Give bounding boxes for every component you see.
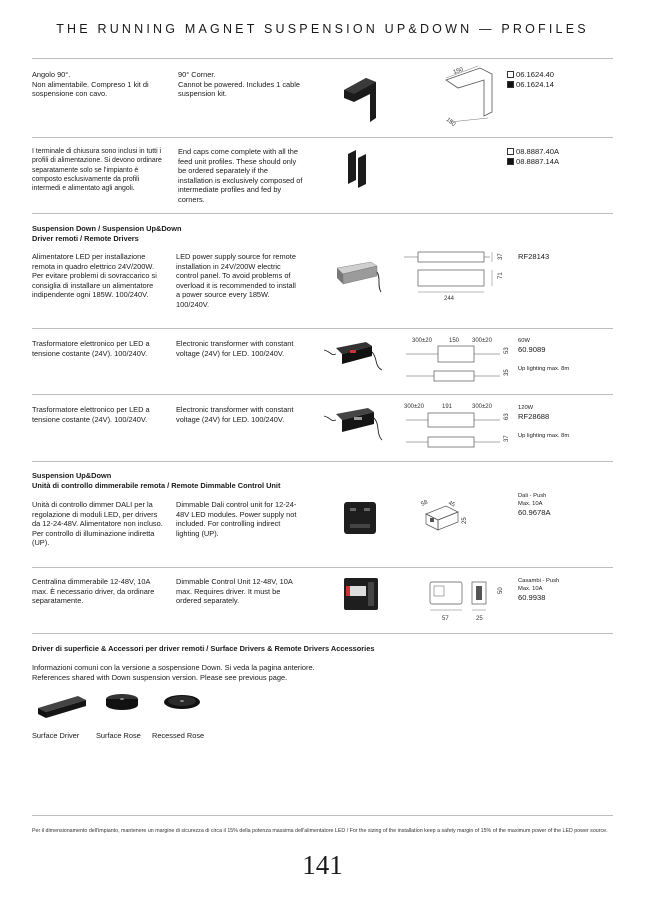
black-swatch — [507, 81, 514, 88]
product-code: 60.9678A — [518, 508, 551, 517]
code-text: 08.8887.14A — [516, 157, 560, 166]
black-swatch — [507, 158, 514, 165]
divider — [32, 461, 613, 462]
dim-width: 71 — [498, 272, 504, 279]
casambi-unit-spec — [518, 577, 559, 603]
dim-length: 191 — [442, 404, 453, 410]
dim-height: 53 — [504, 347, 510, 354]
dim-height: 50 — [498, 587, 504, 594]
section-title — [32, 224, 181, 243]
dim-depth: 45 — [447, 500, 456, 509]
dim-cable-in: 300±20 — [412, 338, 432, 344]
shared-info-it: Informazioni comuni con la versione a sospensione Down. Si veda la pagina anteriore. — [32, 663, 315, 672]
dim-length: 244 — [444, 296, 455, 302]
driver-rf28688-spec — [518, 404, 569, 440]
accessory-label: Surface Rose — [96, 731, 141, 740]
footnote: Per il dimensionamento dell'impianto, mantenere un margine di sicurezza di circa il 15% della potenza massima dell'alimentatore LED / For the sizing of the installation keep a safety margin of 15% of the maximum power of the LED power source. — [32, 828, 608, 834]
dali-unit-dimension-drawing — [418, 496, 470, 538]
power-label: 120W — [518, 405, 534, 411]
section-title-line: Driver remoti / Remote Drivers — [32, 233, 139, 243]
recessed-rose-image — [162, 690, 202, 714]
shared-info — [32, 663, 592, 682]
driver-609089-dimension-drawing — [402, 334, 512, 388]
driver-rf28688-product-image — [322, 402, 384, 442]
section-title-line: Unità di controllo dimmerabile remota / Remote Dimmable Control Unit — [32, 480, 281, 490]
dim-width: 57 — [442, 616, 449, 622]
dim-cable-out: 300±20 — [472, 338, 492, 344]
dim-depth: 37 — [504, 435, 510, 442]
dali-unit-product-image — [340, 498, 380, 538]
driver-609089-description-en: Electronic transformer with constant voltage (24V) for LED. 100/240V. — [176, 339, 294, 358]
up-lighting-note: Up lighting max. 8m — [518, 433, 570, 439]
endcap-description-it: I terminale di chiusura sono inclusi in tutti i profili di alimentazione. Si devono ordinare separatamente solo se l'impianto è composto esclusivamente da profili intermedi e alimentato agli angoli. — [32, 148, 162, 193]
dim-length: 150 — [449, 338, 460, 344]
driver-rf28143-product-image — [333, 258, 383, 294]
product-code: 60.9938 — [518, 593, 546, 602]
white-swatch — [507, 148, 514, 155]
product-code: RF28688 — [518, 412, 550, 421]
corner-description-en: 90° Corner. Cannot be powered. Includes 1 cable suspension kit. — [178, 70, 301, 99]
accessory-label: Surface Driver — [32, 731, 80, 740]
section-title-line: Suspension Up&Down — [32, 471, 112, 480]
dim-depth: 25 — [476, 616, 483, 622]
section-title-line: Suspension Down / Suspension Up&Down — [32, 224, 182, 233]
corner-dim-top: 150 — [452, 66, 465, 76]
code-black — [507, 157, 559, 167]
corner-product-image — [340, 72, 380, 128]
code-text: 06.1624.14 — [516, 80, 555, 89]
dim-height: 63 — [504, 413, 510, 420]
code-black — [507, 80, 554, 90]
driver-rf28143-dimension-drawing — [400, 250, 508, 304]
driver-609089-product-image — [322, 336, 384, 374]
dali-unit-description-en: Dimmable Dali control unit for 12-24-48V LED modules. Power supply not included. For controlling indirect lighting (UP). — [176, 500, 297, 538]
divider — [32, 394, 613, 395]
dim-depth: 35 — [504, 369, 510, 376]
page-number: 141 — [302, 850, 343, 880]
corner-description-it: Angolo 90°. Non alimentabile. Compreso 1 kit di sospensione con cavo. — [32, 70, 149, 99]
casambi-unit-description-en: Dimmable Control Unit 12-48V, 10A max. Requires driver. It must be ordered separately. — [176, 577, 293, 606]
dim-cable-out: 300±20 — [472, 404, 492, 410]
driver-rf28688-description-it: Trasformatore elettronico per LED a tensione costante (24V). 100/240V. — [32, 405, 150, 424]
casambi-unit-description-it: Centralina dimmerabile 12-48V, 10A max. È necessario driver, da ordinare separatamente. — [32, 577, 155, 606]
product-code: 60.9089 — [518, 345, 546, 354]
divider — [32, 633, 613, 634]
driver-rf28688-description-en: Electronic transformer with constant voltage (24V) for LED. 100/240V. — [176, 405, 294, 424]
protocol-label: Dali - Push — [518, 493, 547, 499]
divider — [32, 213, 613, 214]
driver-609089-spec — [518, 337, 569, 373]
endcap-product-image — [344, 148, 372, 190]
section-title — [32, 471, 280, 490]
max-current: Max. 10A — [518, 501, 543, 507]
corner-dim-bottom: 150 — [444, 116, 457, 128]
divider — [32, 137, 613, 138]
dali-unit-description-it: Unità di controllo dimmer DALI per la regolazione di moduli LED, per drivers da 12-24-48V. Alimentatore non incluso. Per controllo di illuminazione indiretta (UP). — [32, 500, 163, 548]
surface-rose-image — [102, 690, 142, 714]
driver-rf28143-description-en: LED power supply source for remote installation in 24V/200W electric control panel. To avoid problems of overload it is recommended to install a power source every 185W. 100/240V. — [176, 252, 296, 309]
code-text: 08.8887.40A — [516, 147, 560, 156]
dali-unit-spec — [518, 492, 551, 518]
code-white — [507, 70, 554, 80]
corner-codes — [507, 70, 554, 90]
endcap-codes — [507, 147, 559, 167]
up-lighting-note: Up lighting max. 8m — [518, 366, 570, 372]
protocol-label: Casambi - Push — [518, 578, 560, 584]
driver-rf28143-description-it: Alimentatore LED per installazione remota in quadro elettrico 24V/200W. Per evitare problemi di sovraccarico si consiglia di installare un alimentatore indipendente ogni 185W. 100/240V. — [32, 252, 157, 300]
dim-cable-in: 300±20 — [404, 404, 424, 410]
dim-height: 25 — [462, 517, 468, 524]
dim-height: 37 — [498, 253, 504, 260]
section-title: Driver di superficie & Accessori per driver remoti / Surface Drivers & Remote Drivers Accessories — [32, 644, 375, 653]
code-text: 06.1624.40 — [516, 70, 555, 79]
corner-dimension-drawing — [440, 62, 502, 128]
divider — [32, 815, 613, 816]
driver-rf28688-dimension-drawing — [402, 400, 512, 454]
page-title: THE RUNNING MAGNET SUSPENSION UP&DOWN — PROFILES — [56, 22, 589, 36]
dim-width: 58 — [420, 499, 429, 508]
driver-609089-description-it: Trasformatore elettronico per LED a tensione costante (24V). 100/240V. — [32, 339, 150, 358]
code-white — [507, 147, 559, 157]
divider — [32, 58, 613, 59]
endcap-description-en: End caps come complete with all the feed unit profiles. These should only be ordered separately if the installation is exclusively composed of intermediate profiles and fed by corners. — [178, 147, 303, 204]
divider — [32, 328, 613, 329]
product-code: RF28143 — [518, 252, 550, 261]
shared-info-en: References shared with Down suspension version. Please see previous page. — [32, 672, 288, 682]
casambi-unit-dimension-drawing — [424, 574, 506, 624]
accessory-label: Recessed Rose — [152, 731, 205, 740]
max-current: Max. 10A — [518, 586, 543, 592]
white-swatch — [507, 71, 514, 78]
power-label: 60W — [518, 338, 530, 344]
surface-driver-image — [34, 690, 90, 724]
divider — [32, 567, 613, 568]
casambi-unit-product-image — [340, 574, 382, 614]
